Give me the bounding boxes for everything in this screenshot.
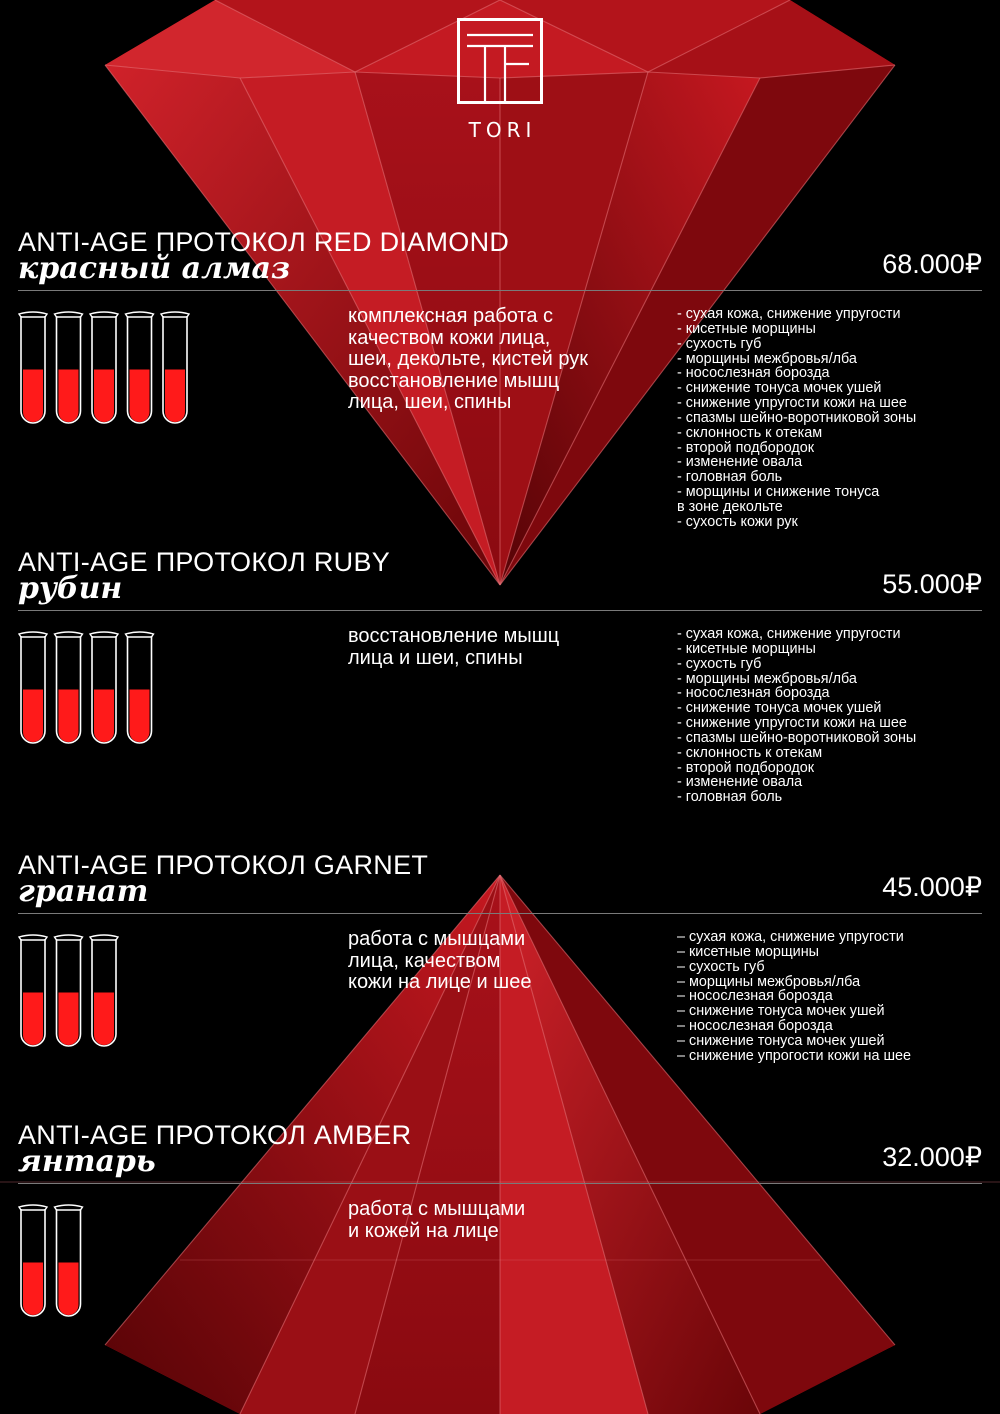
indication-item: - сухость губ xyxy=(677,335,762,352)
tube-rim xyxy=(126,632,154,637)
test-tube-icon xyxy=(90,312,118,423)
tube-rim xyxy=(19,1205,47,1210)
test-tube-rating xyxy=(18,628,155,746)
protocol-price: 45.000₽ xyxy=(882,872,982,902)
description-line: лица и шеи, спины xyxy=(348,646,523,669)
test-tube-icon xyxy=(19,935,47,1046)
description-line: и кожей на лице xyxy=(348,1219,499,1242)
description-line: восстановление мышц xyxy=(348,369,560,392)
tube-liquid xyxy=(165,370,185,423)
indication-item: – сухость губ xyxy=(677,958,765,975)
description-line: шеи, декольте, кистей рук xyxy=(348,348,588,371)
indication-item: – снижение тонуса мочек ушей xyxy=(677,1032,885,1049)
description-line: лица, шеи, спины xyxy=(348,391,512,414)
indication-item: - снижение упругости кожи на шее xyxy=(677,715,907,732)
indication-item: - спазмы шейно-воротниковой зоны xyxy=(677,729,917,746)
indication-item: - кисетные морщины xyxy=(677,640,816,657)
tube-rim xyxy=(19,312,47,317)
description-line: работа с мышцами xyxy=(348,1198,526,1220)
tube-liquid xyxy=(130,690,150,743)
section-divider xyxy=(18,290,982,291)
protocol-subtitle: янтарь xyxy=(18,1144,156,1179)
test-tube-icon xyxy=(55,1205,83,1316)
tube-liquid xyxy=(94,690,114,743)
indication-item: – носослезная борозда xyxy=(677,988,833,1005)
indication-item: - второй подбородок xyxy=(677,759,815,776)
tube-rim xyxy=(19,935,47,940)
tube-liquid xyxy=(59,1263,79,1316)
indication-item: - сухость губ xyxy=(677,655,762,672)
tube-rim xyxy=(55,632,83,637)
indication-item: - сухая кожа, снижение упругости xyxy=(677,306,901,322)
protocol-title: ANTI-AGE ПРОТОКОЛ GARNET xyxy=(18,850,429,880)
test-tube-icon xyxy=(126,312,154,423)
indication-item: - кисетные морщины xyxy=(677,320,816,337)
tube-liquid xyxy=(23,690,43,743)
description-line: лица, качеством xyxy=(348,949,501,972)
tube-rim xyxy=(161,312,189,317)
indication-item: - снижение тонуса мочек ушей xyxy=(677,380,882,397)
test-tube-group xyxy=(18,308,190,426)
tube-rim xyxy=(90,312,118,317)
protocol-price: 55.000₽ xyxy=(882,569,982,599)
indication-item: – кисетные морщины xyxy=(677,943,820,960)
protocol-description xyxy=(348,1199,525,1242)
indication-item: – носослезная борозда xyxy=(677,1018,833,1035)
tube-rim xyxy=(55,1205,83,1210)
tube-liquid xyxy=(94,370,114,423)
tube-rim xyxy=(90,935,118,940)
tube-liquid xyxy=(23,1263,43,1316)
protocol-indications xyxy=(677,307,916,530)
section-divider xyxy=(18,610,982,611)
description-line: восстановление мышц xyxy=(348,625,560,647)
indication-item: – снижение тонуса мочек ушей xyxy=(677,1003,885,1020)
protocol-subtitle: красный алмаз xyxy=(18,251,291,286)
indication-item: - склонность к отекам xyxy=(677,744,823,761)
test-tube-rating xyxy=(18,1201,84,1319)
tube-liquid xyxy=(23,370,43,423)
protocol-description xyxy=(348,626,559,669)
tube-rim xyxy=(126,312,154,317)
protocol-title: ANTI-AGE ПРОТОКОЛ RUBY xyxy=(18,547,391,577)
tube-rim xyxy=(19,632,47,637)
indication-item: - снижение упругости кожи на шее xyxy=(677,395,907,412)
test-tube-rating xyxy=(18,931,119,1049)
indication-item: - носослезная борозда xyxy=(677,365,830,382)
test-tube-icon xyxy=(55,632,83,743)
description-line: работа с мышцами xyxy=(348,928,526,950)
tube-liquid xyxy=(59,370,79,423)
test-tube-icon xyxy=(19,632,47,743)
indication-item: - склонность к отекам xyxy=(677,424,823,441)
brand-logo xyxy=(457,18,543,142)
indication-item: в зоне декольте xyxy=(677,498,783,515)
tube-liquid xyxy=(23,993,43,1046)
tube-liquid xyxy=(59,690,79,743)
test-tube-icon xyxy=(19,1205,47,1316)
test-tube-group xyxy=(18,931,119,1049)
test-tube-icon xyxy=(19,312,47,423)
description-line: кожи на лице и шее xyxy=(348,971,532,994)
test-tube-icon xyxy=(90,935,118,1046)
indication-item: – морщины межбровья/лба xyxy=(677,973,861,990)
indication-item: - спазмы шейно-воротниковой зоны xyxy=(677,409,917,426)
description-line: качеством кожи лица, xyxy=(348,326,551,349)
protocol-indications xyxy=(677,627,916,805)
indication-item: - морщины и снижение тонуса xyxy=(677,484,880,501)
protocol-indications xyxy=(677,930,911,1064)
indication-item: - носослезная борозда xyxy=(677,685,830,702)
brand-name: TORI xyxy=(468,118,537,142)
indication-item: - второй подбородок xyxy=(677,439,815,456)
section-divider xyxy=(18,1183,982,1184)
tube-liquid xyxy=(94,993,114,1046)
indication-item: - снижение тонуса мочек ушей xyxy=(677,700,882,717)
indication-item: - сухость кожи рук xyxy=(677,513,798,530)
protocol-description xyxy=(348,929,531,994)
indication-item: - морщины межбровья/лба xyxy=(677,350,857,367)
tube-liquid xyxy=(59,993,79,1046)
indication-item: - головная боль xyxy=(677,789,783,806)
test-tube-icon xyxy=(126,632,154,743)
test-tube-icon xyxy=(161,312,189,423)
protocol-title: ANTI-AGE ПРОТОКОЛ AMBER xyxy=(18,1120,412,1150)
protocol-price: 68.000₽ xyxy=(882,249,982,279)
test-tube-rating xyxy=(18,308,190,426)
tube-rim xyxy=(55,935,83,940)
description-line: комплексная работа с xyxy=(348,305,553,327)
indication-item: - изменение овала xyxy=(677,454,803,471)
test-tube-icon xyxy=(55,935,83,1046)
tube-rim xyxy=(55,312,83,317)
protocol-price: 32.000₽ xyxy=(882,1142,982,1172)
protocol-title: ANTI-AGE ПРОТОКОЛ RED DIAMOND xyxy=(18,227,510,257)
tori-monogram-icon xyxy=(457,18,543,104)
test-tube-group xyxy=(18,628,155,746)
test-tube-group xyxy=(18,1201,84,1319)
indication-item: – сухая кожа, снижение упругости xyxy=(677,929,904,945)
indication-item: - морщины межбровья/лба xyxy=(677,670,857,687)
indication-item: - сухая кожа, снижение упругости xyxy=(677,626,901,642)
test-tube-icon xyxy=(90,632,118,743)
indication-item: – снижение упрогости кожи на шее xyxy=(677,1047,912,1064)
section-divider xyxy=(18,913,982,914)
protocol-subtitle: гранат xyxy=(18,874,149,909)
protocol-subtitle: рубин xyxy=(18,571,123,606)
indication-item: - изменение овала xyxy=(677,774,803,791)
tube-liquid xyxy=(130,370,150,423)
test-tube-icon xyxy=(55,312,83,423)
tube-rim xyxy=(90,632,118,637)
indication-item: - головная боль xyxy=(677,469,783,486)
protocol-description xyxy=(348,306,588,414)
